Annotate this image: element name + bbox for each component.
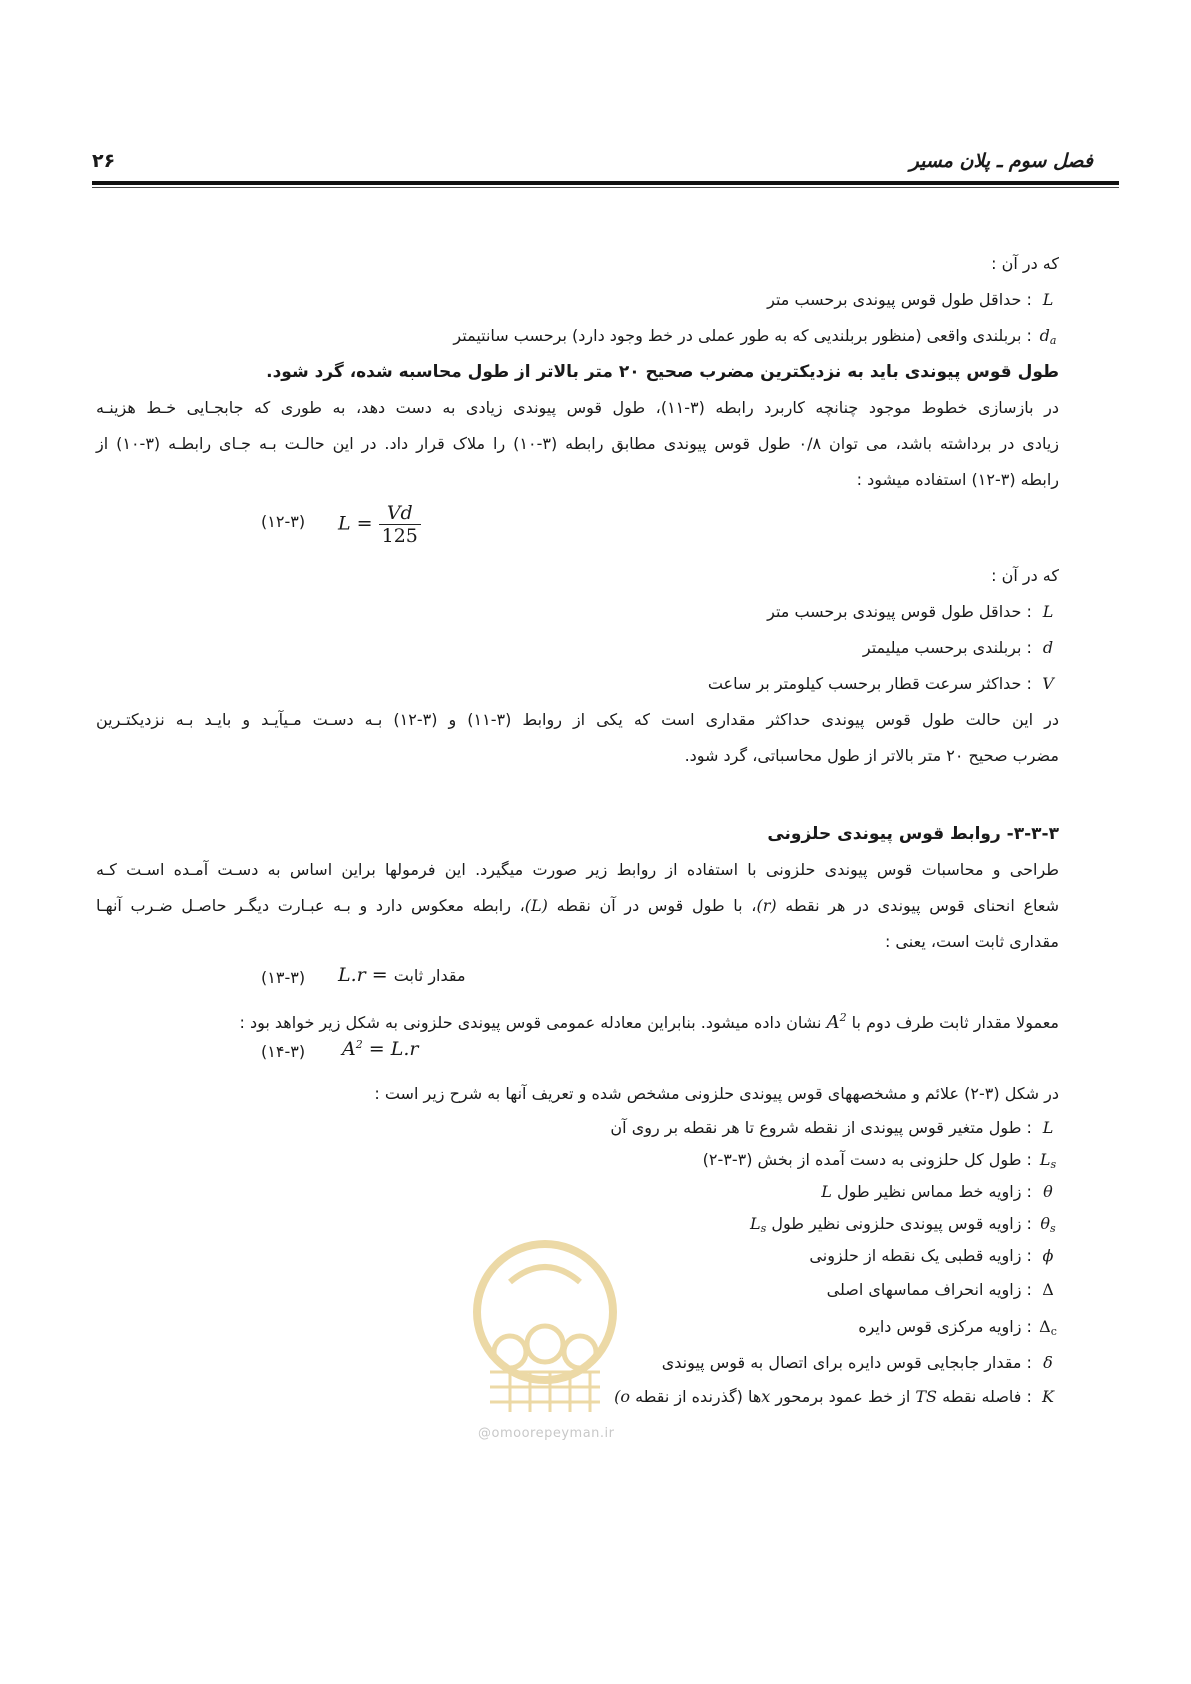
paragraph-line: در شکل (۳-۲) علائم و مشخصههای قوس پیوندی حلزونی مشخص شده و تعریف آنها به شرح زیر است : — [374, 1084, 1059, 1103]
equation-14 — [96, 1036, 1059, 1076]
definition-V: V : حداکثر سرعت قطار برحسب کیلومتر بر ساعت — [707, 674, 1054, 693]
equation-body: L.r = مقدار ثابت — [338, 964, 466, 986]
definition-L: L : حداقل طول قوس پیوندی برحسب متر — [767, 290, 1054, 309]
rounding-rule: طول قوس پیوندی باید به نزدیکترین مضرب صحیح ۲۰ متر بالاتر از طول محاسبه شده، گرد شود. — [266, 362, 1059, 382]
paragraph-line: مقداری ثابت است، یعنی : — [884, 932, 1059, 951]
equation-body: $A^2 = L.r$ — [342, 1038, 419, 1060]
spiral-definition: Δ : زاویه انحراف مماسهای اصلی — [826, 1280, 1054, 1299]
spiral-definition: θ : زاویه خط مماس نظیر طول L — [821, 1182, 1053, 1201]
paragraph-line: زیادی در برداشته باشد، می توان ۰/۸ طول قوس پیوندی مطابق رابطه (۳-۱۰) را ملاک قرار داد. در این حالـت بـه جـای رابطـه (۳-۱۰) از — [96, 434, 1059, 453]
spiral-definition: $\theta_s$ : زاویه قوس پیوندی حلزونی نظیر طول $L_s$ — [749, 1214, 1056, 1235]
where-label: که در آن : — [991, 254, 1059, 273]
watermark-text: @omoorepeyman.ir — [478, 1426, 615, 1441]
equation-13 — [96, 960, 1059, 1000]
equation-number: (۱۳-۳) — [261, 968, 306, 987]
section-heading: ۳-۳-۳- روابط قوس پیوندی حلزونی — [767, 824, 1059, 844]
equation-number: (۱۲-۳) — [261, 512, 306, 531]
chapter-title: فصل سوم ـ پلان مسیر — [909, 150, 1093, 172]
paragraph-line: معمولا مقدار ثابت طرف دوم با $A^2$ نشان داده میشود. بنابراین معادله عمومی قوس پیوندی حلزونی به شکل زیر خواهد بود : — [239, 1011, 1059, 1033]
watermark-logo-icon — [470, 1232, 620, 1417]
spiral-definition: ϕ : زاویه قطبی یک نقطه از حلزونی — [809, 1246, 1054, 1265]
spiral-definition: K : فاصله نقطه TS از خط عمود برمحور xها (گذرنده از نقطه o) — [614, 1387, 1054, 1406]
where-label: که در آن : — [991, 566, 1059, 585]
definition-L: L : حداقل طول قوس پیوندی برحسب متر — [767, 602, 1054, 621]
paragraph-line: طراحی و محاسبات قوس پیوندی حلزونی با استفاده از روابط زیر صورت میگیرد. این فرمولها براین اساس به دسـت آمـده اسـت کـه — [96, 860, 1059, 879]
equation-12 — [96, 498, 1059, 558]
spiral-definition: L : طول متغیر قوس پیوندی از نقطه شروع تا هر نقطه بر روی آن — [610, 1118, 1054, 1137]
paragraph-line: در بازسازی خطوط موجود چنانچه کاربرد رابطه (۳-۱۱)، طول قوس پیوندی زیادی به دست دهد، به طوری که جابجـایی خـط هزینـه — [96, 398, 1059, 417]
page-number: ۲۶ — [92, 150, 116, 172]
header-rule-thin — [92, 187, 1119, 188]
equation-number: (۱۴-۳) — [261, 1042, 306, 1061]
header-rule — [92, 181, 1119, 185]
definition-d: d : بربلندی برحسب میلیمتر — [862, 638, 1054, 657]
spiral-definition: δ : مقدار جابجایی قوس دایره برای اتصال به قوس پیوندی — [661, 1353, 1053, 1372]
spiral-definition: $\Delta_c$ : زاویه مرکزی قوس دایره — [858, 1317, 1057, 1338]
definition-da: $d_a$ : بربلندی واقعی (منظور بربلندیی که به طور عملی در خط وجود دارد) برحسب سانتیمتر — [453, 326, 1057, 347]
paragraph-line: شعاع انحنای قوس پیوندی در هر نقطه (r)، با طول قوس در آن نقطه (L)، رابطه معکوس دارد و بـه عبـارت دیگـر حاصـل ضـرب آنهـا — [96, 896, 1060, 915]
paragraph-line: رابطه (۳-۱۲) استفاده میشود : — [856, 470, 1059, 489]
paragraph-line: در این حالت طول قوس پیوندی حداکثر مقداری است که یکی از روابط (۳-۱۱) و (۳-۱۲) بـه دسـت مـیآیـد و بایـد بـه نزدیکتـرین — [96, 710, 1059, 729]
equation-body: L = $\frac{Vd}{125}$ — [338, 502, 421, 547]
spiral-definition: $L_s$ : طول کل حلزونی به دست آمده از بخش (۳-۳-۲) — [702, 1150, 1057, 1171]
paragraph-line: مضرب صحیح ۲۰ متر بالاتر از طول محاسباتی، گرد شود. — [684, 746, 1059, 765]
